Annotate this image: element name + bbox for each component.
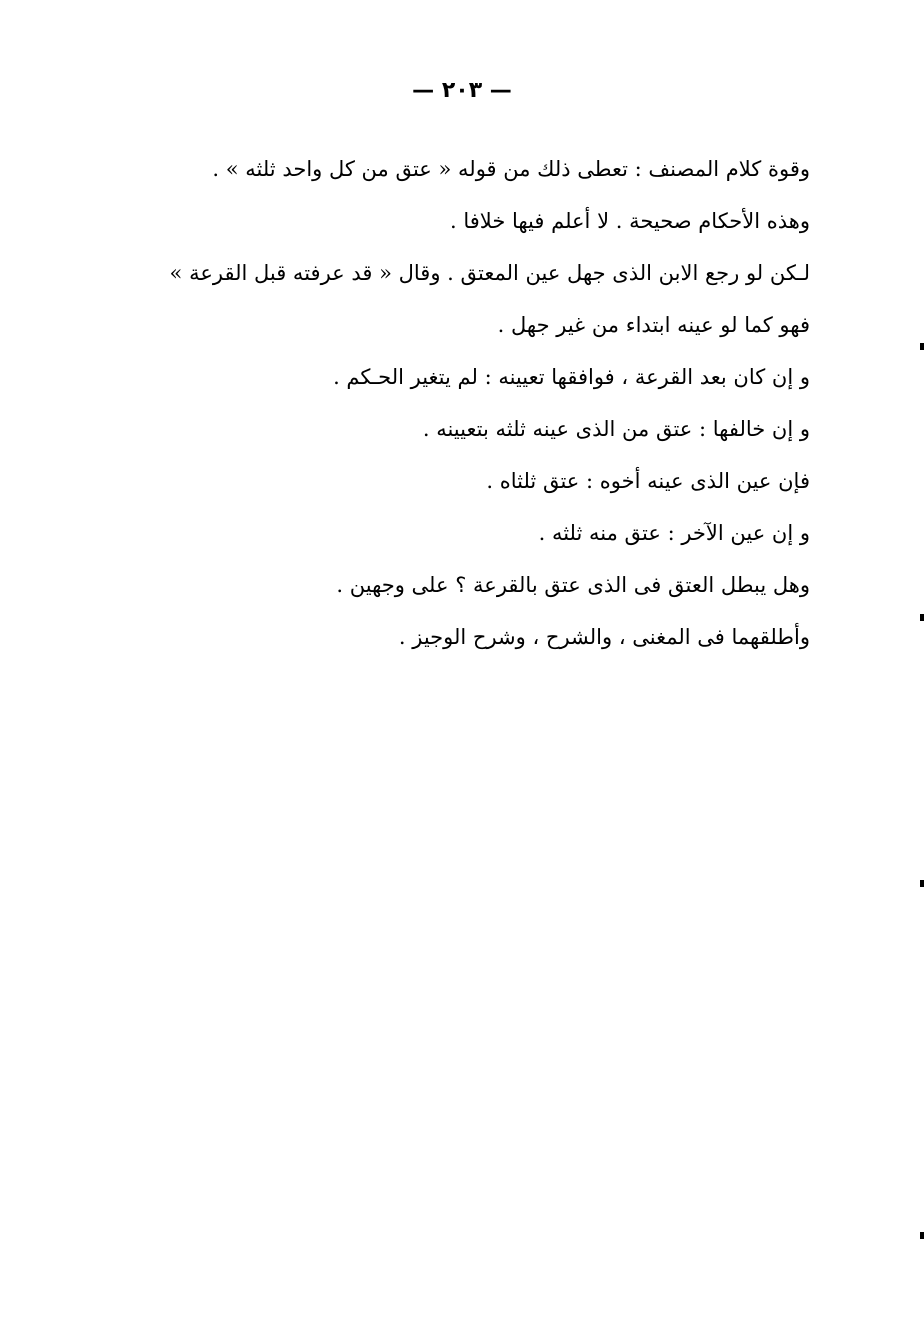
page-number: — ٢٠٣ — — [412, 78, 512, 103]
text-line-1: وقوة كلام المصنف : تعطى ذلك من قوله « عتق من كل واحد ثلثه » . — [212, 157, 810, 181]
body-text — [150, 143, 810, 663]
text-line-8: و إن عين الآخر : عتق منه ثلثه . — [538, 521, 810, 545]
scan-edge-mark — [920, 880, 924, 887]
text-line-10: وأطلقهما فى المغنى ، والشرح ، وشرح الوجيز . — [398, 625, 810, 649]
scan-edge-mark — [920, 1232, 924, 1239]
scan-edge-mark — [920, 343, 924, 350]
text-line-4: فهو كما لو عينه ابتداء من غير جهل . — [497, 313, 810, 337]
text-line-6: و إن خالفها : عتق من الذى عينه ثلثه بتعيينه . — [422, 417, 810, 441]
scan-edge-mark — [920, 614, 924, 621]
text-line-9: وهل يبطل العتق فى الذى عتق بالقرعة ؟ على وجهين . — [336, 573, 810, 597]
text-line-2: وهذه الأحكام صحيحة . لا أعلم فيها خلافا . — [450, 209, 810, 233]
text-line-3: لـكن لو رجع الابن الذى جهل عين المعتق . وقال « قد عرفته قبل القرعة » — [169, 261, 810, 285]
text-line-7: فإن عين الذى عينه أخوه : عتق ثلثاه . — [486, 469, 810, 493]
text-line-5: و إن كان بعد القرعة ، فوافقها تعيينه : لم يتغير الحـكم . — [333, 365, 810, 389]
